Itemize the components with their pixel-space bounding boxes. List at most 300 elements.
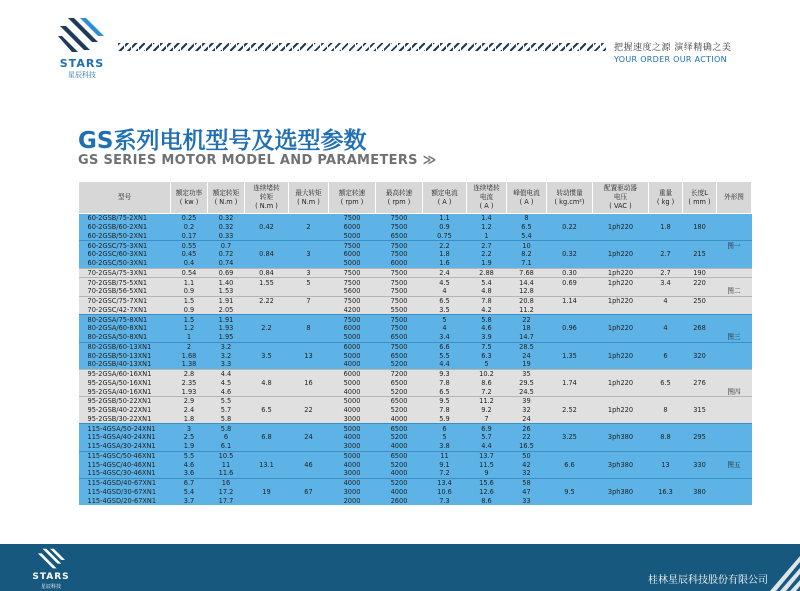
table-row xyxy=(79,287,752,296)
table-cell: 5.7 xyxy=(208,406,245,415)
footer-logo xyxy=(28,548,74,588)
table-cell: 1ph220 xyxy=(593,406,649,415)
table-cell: 6500 xyxy=(376,351,423,360)
table-cell: 2 xyxy=(289,223,329,232)
column-header: 转动惯量 ( kg.cm²) xyxy=(547,182,593,214)
table-cell: 0.84 xyxy=(245,268,289,278)
table-cell: 3.6 xyxy=(171,469,208,478)
table-cell: 0.32 xyxy=(208,214,245,223)
table-cell: 1 xyxy=(467,232,507,241)
model-cell: 95-2GSA/40-16XN1 xyxy=(79,387,171,396)
table-cell: 图一 xyxy=(717,241,752,250)
table-cell: 1.38 xyxy=(171,360,208,369)
column-header: 最大转矩 ( N.m ) xyxy=(289,182,329,214)
table-cell: 16 xyxy=(289,379,329,388)
table-cell xyxy=(717,397,752,406)
table-cell: 5.4 xyxy=(467,278,507,287)
table-cell: 13 xyxy=(289,351,329,360)
table-cell: 1.91 xyxy=(208,296,245,305)
table-cell: 8 xyxy=(507,214,547,223)
table-cell: 2.05 xyxy=(208,306,245,315)
model-cell: 115-4GSD/30-67XN1 xyxy=(79,488,171,497)
table-cell xyxy=(593,442,649,451)
table-cell: 6500 xyxy=(376,232,423,241)
model-cell: 95-2GSB/50-22XN1 xyxy=(79,397,171,406)
table-cell xyxy=(289,306,329,315)
table-cell: 6.8 xyxy=(245,433,289,442)
table-cell: 3ph380 xyxy=(593,488,649,497)
model-cell: 80-2GSA/60-8XN1 xyxy=(79,324,171,333)
table-cell xyxy=(547,360,593,369)
column-header: 连续堵转 转矩 ( N.m ) xyxy=(245,182,289,214)
table-body xyxy=(79,214,752,506)
model-cell: 95-2GSB/40-22XN1 xyxy=(79,406,171,415)
table-cell xyxy=(683,333,717,342)
table-cell: 20.8 xyxy=(507,296,547,305)
table-cell xyxy=(593,424,649,433)
table-cell: 4.6 xyxy=(171,460,208,469)
table-cell: 33 xyxy=(507,496,547,505)
table-cell: 17.2 xyxy=(208,488,245,497)
table-row xyxy=(79,315,752,324)
table-cell: 4.5 xyxy=(423,278,467,287)
table-cell: 11.2 xyxy=(507,306,547,315)
table-cell xyxy=(289,478,329,487)
table-cell xyxy=(683,478,717,487)
table-cell: 2000 xyxy=(329,496,376,505)
table-cell: 3000 xyxy=(329,442,376,451)
table-cell xyxy=(683,315,717,324)
table-cell: 1.53 xyxy=(208,287,245,296)
table-cell: 1.68 xyxy=(171,351,208,360)
table-cell: 11.2 xyxy=(467,397,507,406)
table-cell: 4 xyxy=(649,296,683,305)
table-cell: 7.2 xyxy=(467,387,507,396)
table-row xyxy=(79,496,752,505)
table-cell: 2.2 xyxy=(245,324,289,333)
table-cell: 10.6 xyxy=(423,488,467,497)
table-cell: 5000 xyxy=(329,333,376,342)
table-cell: 5.5 xyxy=(171,451,208,460)
table-cell xyxy=(683,342,717,351)
table-cell xyxy=(547,469,593,478)
table-cell: 24.5 xyxy=(507,387,547,396)
table-cell: 1ph220 xyxy=(593,278,649,287)
table-cell xyxy=(683,469,717,478)
model-cell: 95-2GSA/60-16XN1 xyxy=(79,369,171,378)
table-cell: 330 xyxy=(683,460,717,469)
table-cell xyxy=(717,315,752,324)
model-cell: 115-4GSC/50-46XN1 xyxy=(79,451,171,460)
table-cell: 6.5 xyxy=(245,406,289,415)
table-cell: 1.6 xyxy=(423,259,467,268)
table-cell: 4.4 xyxy=(467,442,507,451)
column-header: 额定电流 ( A ) xyxy=(423,182,467,214)
table-cell xyxy=(547,259,593,268)
table-cell xyxy=(649,415,683,424)
table-cell: 4.6 xyxy=(208,387,245,396)
table-cell: 4000 xyxy=(329,460,376,469)
table-cell xyxy=(717,232,752,241)
table-cell: 4200 xyxy=(329,306,376,315)
slogan xyxy=(614,40,794,64)
table-cell: 图三 xyxy=(717,333,752,342)
table-cell xyxy=(683,451,717,460)
column-header: 峰值电流 ( A ) xyxy=(507,182,547,214)
table-cell xyxy=(717,415,752,424)
column-header: 连续堵转 电流 ( A ) xyxy=(467,182,507,214)
table-cell: 7 xyxy=(467,415,507,424)
table-cell xyxy=(717,433,752,442)
table-cell: 7200 xyxy=(376,369,423,378)
table-cell xyxy=(593,369,649,378)
table-cell: 1.2 xyxy=(171,324,208,333)
table-cell xyxy=(289,232,329,241)
table-cell: 3ph380 xyxy=(593,460,649,469)
table-cell: 9.5 xyxy=(547,488,593,497)
table-cell xyxy=(649,306,683,315)
table-cell: 268 xyxy=(683,324,717,333)
table-cell xyxy=(289,360,329,369)
column-header: 外形图 xyxy=(717,182,752,214)
table-cell: 0.55 xyxy=(171,241,208,250)
table-cell: 32 xyxy=(507,469,547,478)
page-title-en-text: GS SERIES MOTOR MODEL AND PARAMETERS xyxy=(78,153,418,168)
table-cell: 3.4 xyxy=(423,333,467,342)
model-cell: 80-2GSA/50-8XN1 xyxy=(79,333,171,342)
table-row xyxy=(79,424,752,433)
table-cell: 12.8 xyxy=(507,287,547,296)
table-cell: 24 xyxy=(289,433,329,442)
table-cell: 2.4 xyxy=(423,268,467,278)
table-cell xyxy=(593,496,649,505)
table-cell: 7500 xyxy=(329,241,376,250)
table-cell xyxy=(547,342,593,351)
company-name: 桂林星辰科技股份有限公司 xyxy=(648,575,768,586)
table-cell: 4000 xyxy=(329,478,376,487)
table-cell xyxy=(547,232,593,241)
table-cell xyxy=(717,496,752,505)
table-cell: 19 xyxy=(507,360,547,369)
table-cell xyxy=(245,424,289,433)
table-cell: 7 xyxy=(289,296,329,305)
corner-stripe-icon xyxy=(770,556,800,591)
table-cell xyxy=(245,415,289,424)
table-cell xyxy=(547,315,593,324)
table-cell xyxy=(649,259,683,268)
table-cell xyxy=(717,278,752,287)
table-cell: 9.3 xyxy=(423,369,467,378)
table-cell: 2.2 xyxy=(423,241,467,250)
table-cell xyxy=(547,442,593,451)
table-cell: 4000 xyxy=(376,488,423,497)
table-cell: 39 xyxy=(507,397,547,406)
motor-parameters-table xyxy=(78,181,752,505)
table-cell xyxy=(593,241,649,250)
table-cell: 6.7 xyxy=(171,478,208,487)
table-cell: 5.4 xyxy=(171,488,208,497)
table-row xyxy=(79,387,752,396)
table-cell: 11 xyxy=(423,451,467,460)
table-cell: 0.2 xyxy=(171,223,208,232)
table-cell: 0.25 xyxy=(171,214,208,223)
table-row xyxy=(79,259,752,268)
table-cell: 1.1 xyxy=(171,278,208,287)
table-cell: 1.95 xyxy=(208,333,245,342)
header-stripe-gaps xyxy=(118,43,606,51)
table-cell: 0.42 xyxy=(245,223,289,232)
footer-brand-sub: 星辰科技 xyxy=(40,584,61,590)
table-cell xyxy=(547,287,593,296)
table-cell: 0.69 xyxy=(208,268,245,278)
table-cell xyxy=(593,342,649,351)
table-cell xyxy=(245,496,289,505)
table-cell: 7500 xyxy=(329,268,376,278)
table-cell: 9 xyxy=(467,469,507,478)
table-cell: 3.9 xyxy=(467,333,507,342)
table-cell xyxy=(683,306,717,315)
table-cell xyxy=(683,496,717,505)
table-cell: 4.2 xyxy=(467,306,507,315)
table-cell: 1.5 xyxy=(171,296,208,305)
table-cell xyxy=(649,496,683,505)
table-cell: 7500 xyxy=(376,287,423,296)
table-cell: 6000 xyxy=(329,223,376,232)
table-cell: 22 xyxy=(507,315,547,324)
table-cell xyxy=(649,287,683,296)
table-cell: 4.6 xyxy=(467,324,507,333)
table-cell: 1ph220 xyxy=(593,351,649,360)
table-cell: 3ph380 xyxy=(593,433,649,442)
model-cell: 115-4GSD/40-67XN1 xyxy=(79,478,171,487)
column-header: 配置驱动器 电压 ( VAC ) xyxy=(593,182,649,214)
table-row xyxy=(79,406,752,415)
page-title-en xyxy=(78,153,437,168)
table-cell: 6.9 xyxy=(467,424,507,433)
table-cell: 9.2 xyxy=(467,406,507,415)
table-cell xyxy=(717,442,752,451)
table-cell: 1.35 xyxy=(547,351,593,360)
table-cell xyxy=(547,306,593,315)
table-cell: 1.74 xyxy=(547,379,593,388)
table-cell xyxy=(593,259,649,268)
model-cell: 60-2GSC/60-3XN1 xyxy=(79,250,171,259)
model-cell: 70-2GSA/75-3XN1 xyxy=(79,268,171,278)
table-cell: 2.7 xyxy=(649,250,683,259)
column-header: 额定转矩 ( N.m ) xyxy=(208,182,245,214)
table-cell xyxy=(245,259,289,268)
table-cell: 46 xyxy=(289,460,329,469)
table-cell: 22 xyxy=(507,433,547,442)
table-cell: 5000 xyxy=(329,379,376,388)
table-cell xyxy=(649,424,683,433)
table-cell: 0.7 xyxy=(208,241,245,250)
table-row xyxy=(79,223,752,232)
table-cell: 1.55 xyxy=(245,278,289,287)
table-cell xyxy=(683,442,717,451)
table-cell: 5500 xyxy=(376,306,423,315)
table-cell xyxy=(245,214,289,223)
table-cell xyxy=(289,415,329,424)
table-cell: 295 xyxy=(683,433,717,442)
table-cell: 6000 xyxy=(329,369,376,378)
table-cell xyxy=(683,232,717,241)
table-cell: 315 xyxy=(683,406,717,415)
table-cell xyxy=(717,379,752,388)
table-cell: 6.1 xyxy=(208,442,245,451)
table-cell xyxy=(245,306,289,315)
table-cell: 7.1 xyxy=(507,259,547,268)
table-cell xyxy=(245,232,289,241)
table-cell xyxy=(649,241,683,250)
slogan-cn: 把握速度之源 演绎精确之美 xyxy=(614,43,732,53)
table-cell xyxy=(717,406,752,415)
table-cell: 5600 xyxy=(329,287,376,296)
table-cell xyxy=(289,496,329,505)
table-row xyxy=(79,241,752,250)
table-cell xyxy=(649,315,683,324)
table-cell xyxy=(289,315,329,324)
table-cell xyxy=(717,268,752,278)
table-cell xyxy=(547,478,593,487)
table-cell: 13 xyxy=(649,460,683,469)
table-cell xyxy=(683,214,717,223)
model-cell: 70-2GSB/56-5XN1 xyxy=(79,287,171,296)
table-cell: 3.5 xyxy=(245,351,289,360)
table-cell: 0.9 xyxy=(171,306,208,315)
table-cell xyxy=(683,259,717,268)
table-cell xyxy=(245,333,289,342)
table-cell: 5000 xyxy=(329,397,376,406)
table-cell: 220 xyxy=(683,278,717,287)
table-cell xyxy=(649,360,683,369)
table-cell: 0.72 xyxy=(208,250,245,259)
table-cell: 0.33 xyxy=(208,232,245,241)
page-title-cn: GS系列电机型号及选型参数 xyxy=(78,128,367,154)
table-cell: 1.40 xyxy=(208,278,245,287)
table-cell xyxy=(717,214,752,223)
stars-logo-icon xyxy=(58,18,106,56)
table-cell: 0.54 xyxy=(171,268,208,278)
table-cell xyxy=(649,478,683,487)
table-cell: 5.5 xyxy=(423,351,467,360)
table-row xyxy=(79,415,752,424)
table-cell: 0.22 xyxy=(547,223,593,232)
table-cell: 42 xyxy=(507,460,547,469)
table-cell: 7.5 xyxy=(467,342,507,351)
table-cell: 3000 xyxy=(329,415,376,424)
table-cell: 7.8 xyxy=(423,406,467,415)
table-cell: 7500 xyxy=(376,268,423,278)
table-cell: 6500 xyxy=(376,379,423,388)
table-cell: 1ph220 xyxy=(593,268,649,278)
table-cell: 8 xyxy=(289,324,329,333)
table-row xyxy=(79,469,752,478)
table-cell: 4000 xyxy=(329,387,376,396)
table-cell: 7500 xyxy=(329,296,376,305)
table-cell: 5000 xyxy=(329,451,376,460)
table-cell xyxy=(683,369,717,378)
table-cell xyxy=(245,342,289,351)
table-cell: 10 xyxy=(507,241,547,250)
table-cell: 6500 xyxy=(376,424,423,433)
table-cell: 24 xyxy=(507,351,547,360)
table-header-row xyxy=(79,182,752,214)
table-cell: 13.7 xyxy=(467,451,507,460)
model-cell: 115-4GSA/40-24XN1 xyxy=(79,433,171,442)
table-cell: 5000 xyxy=(329,259,376,268)
table-cell: 3.4 xyxy=(649,278,683,287)
table-cell: 5 xyxy=(423,315,467,324)
table-cell: 8.2 xyxy=(507,250,547,259)
table-cell: 7.3 xyxy=(423,496,467,505)
table-cell: 0.96 xyxy=(547,324,593,333)
table-cell xyxy=(593,315,649,324)
table-row xyxy=(79,296,752,305)
table-cell: 2.4 xyxy=(171,406,208,415)
table-cell: 1.8 xyxy=(171,415,208,424)
table-cell: 1.5 xyxy=(171,315,208,324)
table-row xyxy=(79,351,752,360)
table-row xyxy=(79,278,752,287)
table-cell: 6.6 xyxy=(547,460,593,469)
table-cell: 10.5 xyxy=(208,451,245,460)
table-cell xyxy=(245,369,289,378)
table-cell xyxy=(547,333,593,342)
table-cell: 6000 xyxy=(376,259,423,268)
table-cell: 5200 xyxy=(376,406,423,415)
table-cell: 4.4 xyxy=(423,360,467,369)
table-cell: 4000 xyxy=(329,360,376,369)
table-cell xyxy=(593,333,649,342)
model-cell: 60-2GSB/60-2XN1 xyxy=(79,223,171,232)
table-cell: 5200 xyxy=(376,433,423,442)
table-cell xyxy=(649,397,683,406)
table-cell xyxy=(649,451,683,460)
table-cell: 11.6 xyxy=(208,469,245,478)
table-cell xyxy=(289,469,329,478)
table-cell: 6 xyxy=(649,351,683,360)
table-cell xyxy=(593,232,649,241)
table-cell xyxy=(593,451,649,460)
table-cell: 18 xyxy=(507,324,547,333)
slogan-en: YOUR ORDER OUR ACTION xyxy=(614,55,727,64)
table-cell xyxy=(717,488,752,497)
table-cell xyxy=(547,214,593,223)
table-cell: 2.5 xyxy=(171,433,208,442)
table-cell: 26 xyxy=(507,424,547,433)
table-cell xyxy=(593,387,649,396)
stars-logo xyxy=(52,18,112,80)
table-cell: 5.8 xyxy=(467,315,507,324)
table-row xyxy=(79,333,752,342)
model-cell: 70-2GSC/42-7XN1 xyxy=(79,306,171,315)
table-cell: 9.5 xyxy=(423,397,467,406)
table-cell: 7.68 xyxy=(507,268,547,278)
table-cell: 6500 xyxy=(376,397,423,406)
table-cell xyxy=(289,287,329,296)
table-cell: 5200 xyxy=(376,460,423,469)
model-cell: 95-2GSA/50-16XN1 xyxy=(79,379,171,388)
table-cell xyxy=(245,442,289,451)
table-cell: 2.22 xyxy=(245,296,289,305)
table-cell: 2.9 xyxy=(171,397,208,406)
table-cell: 7500 xyxy=(376,241,423,250)
table-row xyxy=(79,460,752,469)
table-cell: 8.6 xyxy=(467,496,507,505)
table-cell: 图四 xyxy=(717,387,752,396)
table-cell: 11.5 xyxy=(467,460,507,469)
